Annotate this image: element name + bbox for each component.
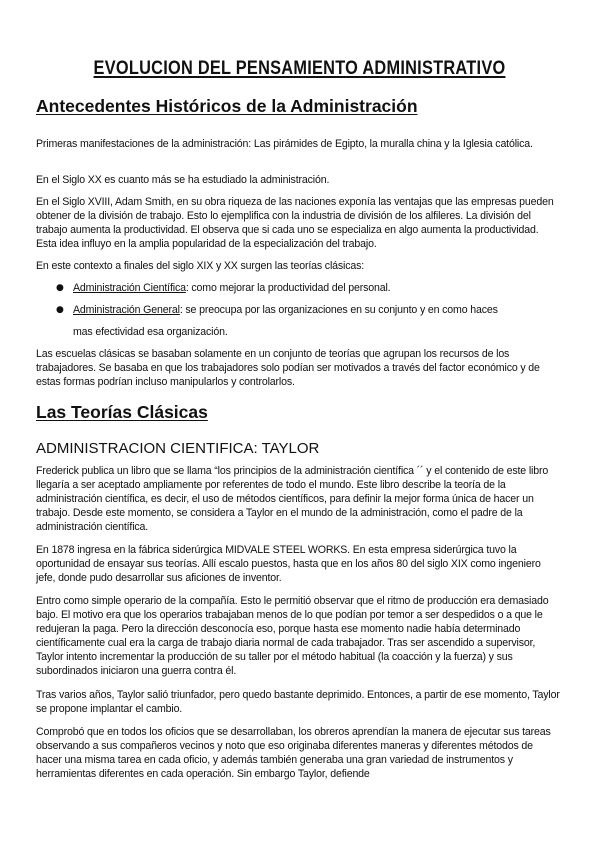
paragraph: Comprobó que en todos los oficios que se desarrollaban, los obreros aprendían la manera de ejecutar sus tareas observando a sus compañeros vecinos y noto que eso originaba diferentes maneras y diferentes métodos de hacer una misma tarea en cada oficio, y además también generaba una gran variedad de instrumentos y herramientas diferentes en cada operación. Sin embargo Taylor, defiende	[36, 726, 551, 780]
document-title: EVOLUCION DEL PENSAMIENTO ADMINISTRATIVO	[93, 58, 506, 79]
paragraph: Entro como simple operario de la compañía. Esto le permitió observar que el ritmo de producción era demasiado bajo. El motivo era que los operarios trabajaban menos de lo que podían por temor a ser despedidos o a que le redujeran la paga. Pero la dirección desconocía eso, porque hasta ese momento nadie había determinado científicamente cual era la carga de trabajo diaria normal de cada trabajador. Tras ser ascendido a supervisor, Taylor intento incrementar la producción de su taller por el método habitual (la coacción y la fuerza) y sus subordinados iniciaron una guerra contra él.	[36, 595, 549, 677]
paragraph: En 1878 ingresa en la fábrica siderúrgica MIDVALE STEEL WORKS. En esta empresa siderúrgica tuvo la oportunidad de ensayar sus teorías. Allí escalo puestos, hasta que en los años 80 del siglo XIX como ingeniero jefe, donde pudo desarrollar sus aficiones de inventor.	[36, 544, 541, 584]
paragraph: Frederick publica un libro que se llama “los principios de la administración científica ´´ y el contenido de este libro llegaría a ser aceptado ampliamente por referentes de todo el mundo. Este libro describe la teoría de la administración científica, es decir, el uso de métodos científicos, para definir la mejor forma única de hacer un trabajo. Desde este momento, se considera a Taylor en el mundo de la administración, como el padre de la administración científica.	[36, 465, 549, 533]
section-heading-teorias: Las Teorías Clásicas	[36, 402, 208, 422]
bullet-icon: ●	[56, 305, 64, 315]
paragraph: En el Siglo XX es cuanto más se ha estudiado la administración.	[36, 174, 330, 186]
paragraph: En el Siglo XVIII, Adam Smith, en su obra riqueza de las naciones exponía las ventajas que las empresas pueden obtener de la división de trabajo. Esto lo ejemplifica con la industria de división de los alfileres. La división del trabajo aumenta la productividad. El observa que si cada uno se especializa en algo aumenta la productividad. Esta idea influyo en la amplia popularidad de la especialización del trabajo.	[36, 196, 554, 250]
paragraph: Tras varios años, Taylor salió triunfador, pero quedo bastante deprimido. Entonces, a partir de ese momento, Taylor se propone implantar el cambio.	[36, 689, 560, 715]
paragraph: Las escuelas clásicas se basaban solamente en un conjunto de teorías que agrupan los recursos de los trabajadores. Se basaba en que los trabajadores solo podían ser motivados a través del factor económico y de estas formas podrían incluso manipularlos y controlarlos.	[36, 348, 540, 388]
subheading-taylor: ADMINISTRACION CIENTIFICA: TAYLOR	[36, 440, 320, 457]
list-item: Administración Científica: como mejorar la productividad del personal.	[73, 282, 391, 294]
section-heading-antecedentes: Antecedentes Históricos de la Administración	[36, 96, 418, 116]
bullet-icon: ●	[56, 283, 64, 293]
paragraph: Primeras manifestaciones de la administración: Las pirámides de Egipto, la muralla china y la Iglesia católica.	[36, 138, 533, 150]
paragraph: En este contexto a finales del siglo XIX y XX surgen las teorías clásicas:	[36, 260, 365, 272]
list-item: Administración General: se preocupa por las organizaciones en su conjunto y en como haces	[73, 304, 498, 316]
list-item-continuation: mas efectividad esa organización.	[73, 326, 228, 338]
